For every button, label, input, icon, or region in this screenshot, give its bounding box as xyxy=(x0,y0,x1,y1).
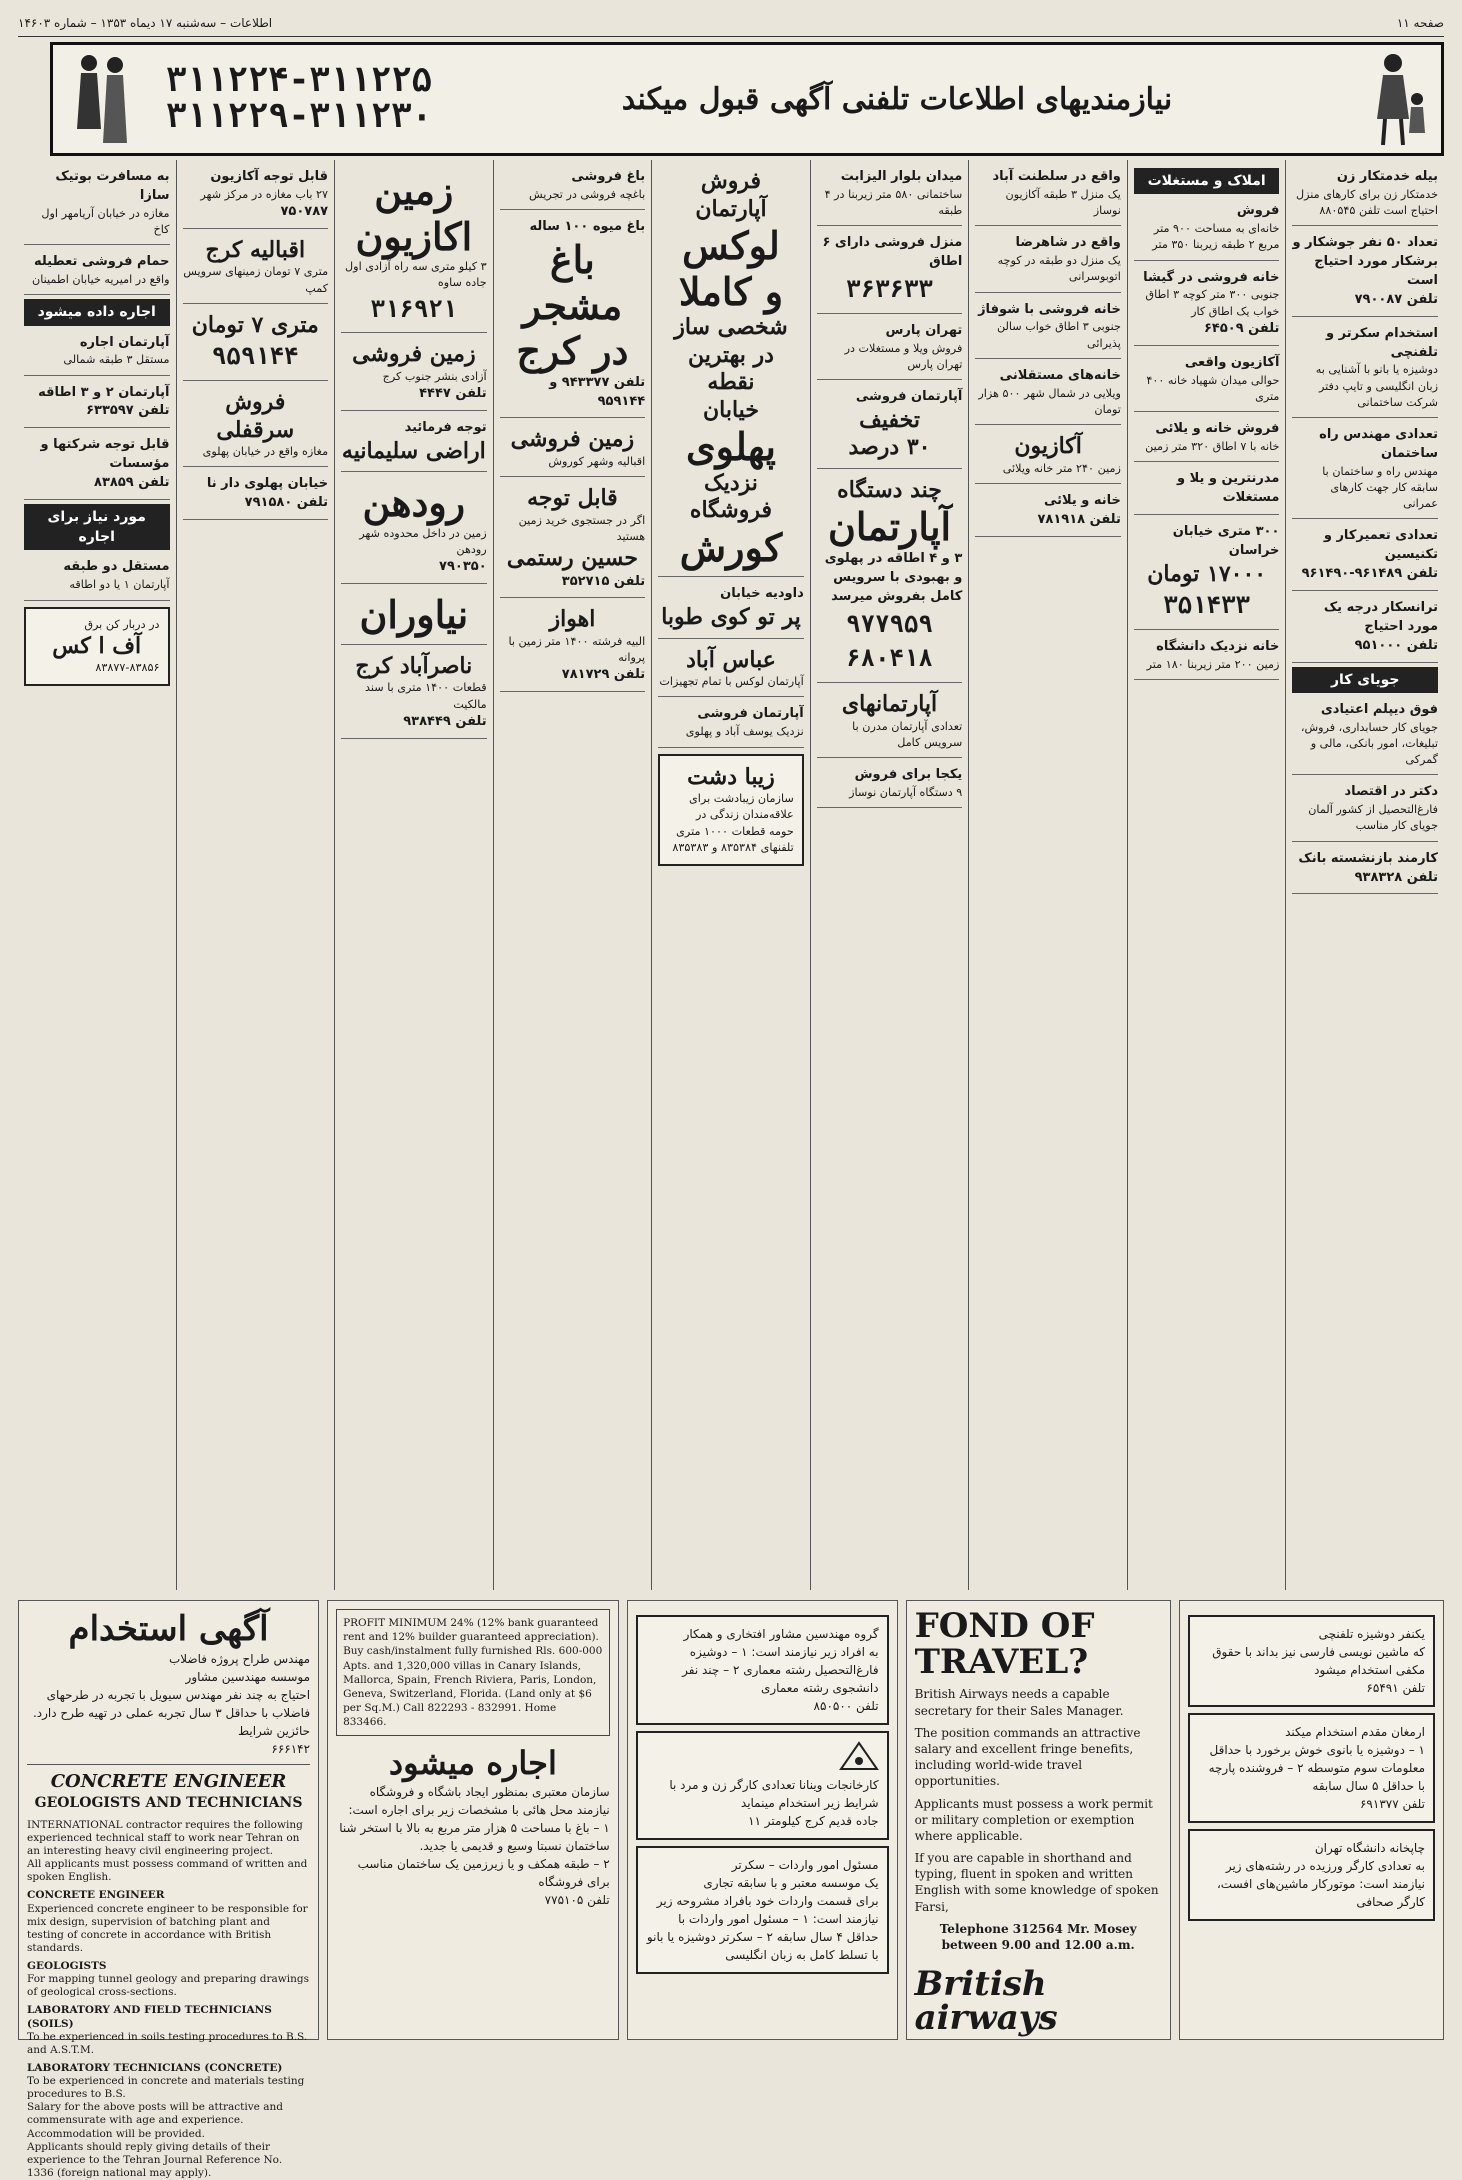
ad-text: احتیاج به چند نفر مهندس سیویل با تجربه در طرحهای فاضلاب با حداقل ۳ سال تجربه عملی در تهیه طرح دارد. xyxy=(32,1687,311,1720)
ad xyxy=(500,602,646,692)
ad-section: CONCRETE ENGINEER xyxy=(27,1889,165,1902)
ad-title: رودهن xyxy=(362,480,466,526)
boxed-ad xyxy=(24,607,170,687)
couple-illustration-icon xyxy=(61,49,141,149)
ad-text: فارغ‌التحصیل از کشور آلمان جویای کار مناسب xyxy=(1308,803,1438,833)
ad-text: ۱ – دوشیزه یا بانوی خوش برخورد با حداقل معلومات سوم متوسطه ۲ – فروشنده پارچه با حداقل ۵ سال سابقه xyxy=(1208,1743,1425,1793)
ad-title: بیله خدمتکار زن xyxy=(1336,169,1438,184)
ad-price: ۱۷۰۰۰ تومان xyxy=(1147,560,1267,587)
ad xyxy=(1292,697,1438,776)
ad xyxy=(658,581,804,638)
ad-phone: تلفن ۶۵۴۹۱ xyxy=(1366,1681,1425,1695)
ad xyxy=(341,415,487,472)
ad xyxy=(500,422,646,477)
ad xyxy=(817,384,963,469)
ad xyxy=(341,588,487,645)
ad-title: قابل توجه آکازیون xyxy=(210,169,329,184)
ad-text: حوالی میدان شهیاد خانه ۴۰۰ متری xyxy=(1146,373,1280,403)
section-header: جویای کار xyxy=(1292,667,1438,693)
column-4 xyxy=(810,160,969,1590)
ad-line: در بهترین xyxy=(687,341,774,368)
ad-phone: ۷۹۰۳۵۰ xyxy=(439,559,487,575)
ad-title: دکتر در اقتصاد xyxy=(1344,784,1438,800)
university-press-ad xyxy=(1188,1829,1435,1921)
ad-title: فوق دیپلم اعتیادی xyxy=(1320,701,1438,717)
ad-phone: ۷۵۰۷۸۷ xyxy=(280,204,329,220)
ad-text: ساختمانی ۵۸۰ متر زیربنا در ۴ طبقه xyxy=(824,187,963,218)
ad-title: تعدادی تعمیرکار و تکنیسین xyxy=(1323,528,1438,563)
ad xyxy=(1134,265,1280,346)
ad-section: LABORATORY AND FIELD TECHNICIANS (SOILS) xyxy=(27,2004,272,2030)
ad-text: قطعات ۱۴۰۰ متری با سند مالکیت xyxy=(365,681,487,711)
ad-text: باغچه فروشی در تجریش xyxy=(529,187,646,201)
newspaper-page xyxy=(18,10,1444,2179)
column-9 xyxy=(18,160,176,1590)
ad-text: خانه‌ای به مساحت ۹۰۰ متر مربع ۲ طبقه زیربنا ۳۵۰ متر xyxy=(1152,222,1280,252)
banner-title: نیازمندیهای اطلاعات تلفنی آگهی قبول میکند xyxy=(621,81,1173,117)
ad xyxy=(341,649,487,739)
ad-section: LABORATORY TECHNICIANS (CONCRETE) xyxy=(27,2061,283,2074)
ad-phone: ۹۵۹۱۴۴ xyxy=(211,342,299,371)
import-export-ad xyxy=(636,1846,889,1974)
profit-minimum-ad: PROFIT MINIMUM 24% (12% bank guaranteed rent and 12% builder guaranteed appreciation). Buy cash/instalment fully furnished Rls. 600-000 Apts. and 1,320,000 villas in Canary Islands, Mallorca, Spain, French Riviera, Paris, London, Geneva, Switzerland, Florida. (Land only at $6 per Sq.M.) Call 822293 - 832991. Home 833466. xyxy=(336,1609,610,1736)
ad-contact: Telephone 312564 Mr. Mosey between 9.00 and 12.00 a.m. xyxy=(939,1921,1137,1952)
ad-title: قابل توجه xyxy=(527,485,618,512)
ad xyxy=(1134,519,1280,630)
ad-text: واقع در امیریه خیابان اطمینان xyxy=(32,273,170,286)
ad-text: زمین ۲۴۰ متر خانه ویلائی xyxy=(1002,461,1121,475)
ad-phone: ۳۱۶۹۲۱ xyxy=(370,294,458,323)
banner-phones xyxy=(149,60,449,136)
factory-logo-icon xyxy=(839,1741,879,1771)
ad-title: آپارتمان فروشی xyxy=(697,706,804,722)
ad-phone: تلفن ۹۳۸۴۴۹ xyxy=(403,713,487,729)
ad-phone: تلفن ۷۹۱۵۸۰ xyxy=(244,495,329,511)
section-header: مورد نیاز برای اجاره xyxy=(24,504,170,551)
ad-headline: زمین اکازیون xyxy=(355,168,473,259)
ad-phone: تلفن ۹۵۱۰۰۰ xyxy=(1354,637,1438,653)
ad-title: عباس آباد xyxy=(686,646,776,673)
ad-text: Experienced concrete engineer to be responsible for mix design, supervision of batching plant and testing of concrete in accordance with British standards. xyxy=(27,1902,308,1954)
ad-title: واقع در شاهرضا xyxy=(1015,235,1121,251)
banner-phones-1: ۳۱۱۲۲۴-۳۱۱۲۲۵ xyxy=(165,60,433,101)
ad-title: آکازیون واقعی xyxy=(1184,354,1280,370)
ad-subtitle: GEOLOGISTS AND TECHNICIANS xyxy=(34,1795,303,1812)
ad xyxy=(817,164,963,226)
ad-headline: آپارتمان xyxy=(827,504,952,550)
factory-ad xyxy=(636,1731,889,1840)
ad-text: کارخانجات وینانا تعدادی کارگر زن و مرد با شرایط زیر استخدام مینماید xyxy=(669,1778,879,1810)
ad-text: مغازه در خیابان آریامهر اول کاخ xyxy=(41,206,170,236)
ad-org: موسسه مهندسین مشاور xyxy=(185,1669,311,1684)
ad-title: مستقل دو طبقه xyxy=(63,559,170,575)
ad-title: مسئول امور واردات – سکرتر xyxy=(731,1858,879,1872)
ad-title: به مسافرت بوتیک سازا xyxy=(55,169,170,203)
family-illustration-icon xyxy=(1353,49,1433,149)
ad-title: داودیه خیابان xyxy=(720,586,804,602)
ad-phone: تلفن ۸۳۸۵۹ xyxy=(94,474,170,490)
ad xyxy=(183,164,329,229)
ad-text: تعدادی آپارتمان مدرن با سرویس کامل xyxy=(852,719,963,749)
ad xyxy=(658,701,804,747)
ad-line: خیابان xyxy=(703,396,759,423)
ad-text: To be experienced in soils testing procedures to B.S. and A.S.T.M. xyxy=(27,2030,308,2056)
ad-text: جویای کار حسابداری، فروش، تبلیغات، امور بانکی، مالی و گمرکی xyxy=(1300,720,1438,767)
ad-title: توجه فرمائید xyxy=(404,420,487,436)
right-lower-column xyxy=(1179,1600,1444,2040)
ad-phone: تلفن ۷۹۰۰۸۷ xyxy=(1354,291,1438,307)
ad-text: جنوبی ۳۰۰ متر کوچه ۳ اطاق خواب یک اطاق کار xyxy=(1145,288,1280,318)
employment-column xyxy=(18,1600,319,2179)
ad-text: زمین در داخل محدوده شهر رودهن xyxy=(359,526,487,557)
ad xyxy=(658,643,804,698)
ad-title: آکازیون xyxy=(1014,433,1082,460)
ad-title: متری ۷ تومان xyxy=(191,311,319,338)
ad xyxy=(1292,846,1438,895)
ad-subtitle: تخفیف xyxy=(859,406,920,433)
rental-profit-column xyxy=(327,1600,619,2040)
ad xyxy=(1134,466,1280,515)
ad-title: اهواز xyxy=(549,606,596,633)
ad-text: که ماشین نویسی فارسی نیز بداند با حقوق مکفی استخدام میشود xyxy=(1212,1645,1425,1677)
ad-line: کورش xyxy=(679,524,783,570)
ad-title: فروش خانه و یلائی xyxy=(1155,421,1280,437)
ad-title: خانه و یلائی xyxy=(1043,492,1121,508)
ad xyxy=(1134,198,1280,260)
ad xyxy=(817,687,963,758)
column-7 xyxy=(334,160,493,1590)
ad-title: ترانسکار درجه یک مورد احتیاج xyxy=(1323,600,1438,634)
ad-title: خانه فروشی در گیشا xyxy=(1143,269,1280,285)
ad-text: Salary for the above posts will be attractive and commensurate with age and experience. Accommodation will be provided. xyxy=(27,2101,283,2140)
ad-text: آپارتمان ۱ یا دو اطاقه xyxy=(69,578,170,592)
ad-line: شخصی ساز xyxy=(674,314,788,341)
zibadasht-ad xyxy=(658,754,804,866)
ad-headline: اجاره میشود xyxy=(388,1744,557,1783)
ad xyxy=(1292,779,1438,841)
girl-operator-ad xyxy=(1188,1615,1435,1707)
british-airways-logo xyxy=(914,1964,1162,2039)
ad xyxy=(183,385,329,467)
ad xyxy=(500,164,646,210)
ad-text: فروش ویلا و مستغلات در تهران پارس xyxy=(844,341,963,371)
ad-title: تعدادی مهندس راه ساختمان xyxy=(1319,427,1438,461)
ad-text: مستقل ۳ طبقه شمالی xyxy=(63,353,170,367)
ad-title: یکنفر دوشیزه تلفنچی xyxy=(1318,1627,1425,1641)
ad-address: جاده قدیم کرج کیلومتر ۱۱ xyxy=(748,1814,879,1828)
ad-headline: نیاوران xyxy=(359,592,469,638)
ad-title: فروش سرقفلی xyxy=(216,389,295,443)
ad-discount: ۳۰ درصد xyxy=(848,434,931,461)
ad-subtitle: مهندس طراح پروژه فاضلاب xyxy=(168,1651,311,1666)
ad-line: فروشگاه xyxy=(689,497,773,524)
ad xyxy=(975,297,1121,359)
ad-text: Applicants should reply giving details of their experience to the Tehran Journal Reference No. 1336 (foreign national may apply). xyxy=(27,2140,283,2179)
ad-phone: ۳۵۱۴۳۳ xyxy=(1163,591,1250,620)
ad-title: یکجا برای فروش xyxy=(854,767,963,783)
ad-luxury-apartment xyxy=(658,164,804,577)
ad-title: در دربار کن برق xyxy=(84,617,160,631)
ad-text: جنوبی ۳ اطاق خواب سالن پذیرائی xyxy=(996,320,1121,350)
page-number: صفحه ۱۱ xyxy=(1396,16,1444,30)
ad-text: آف ا کس xyxy=(52,632,142,659)
ad-title: ۳۰۰ متری خیابان خراسان xyxy=(1172,523,1280,558)
folio xyxy=(18,10,1444,37)
ad-title: کارمند بازنشسته بانک xyxy=(1298,850,1438,866)
ad-paragraph: The position commands an attractive salary and excellent fringe benefits, including world-wide travel opportunities. xyxy=(914,1725,1141,1789)
logo-line: airways xyxy=(914,1998,1058,2039)
ad-title: مدرنترین و یلا و مستغلات xyxy=(1177,471,1280,505)
column-6 xyxy=(493,160,652,1590)
ad xyxy=(341,476,487,584)
dateline: اطلاعات – سه‌شنبه ۱۷ دیماه ۱۳۵۳ – شماره ۱۴۶۰۳ xyxy=(18,16,273,30)
ad-title: زیبا دشت xyxy=(687,763,775,790)
ad-text: To be experienced in concrete and materials testing procedures to B.S. xyxy=(27,2075,305,2101)
classified-columns xyxy=(18,160,1444,1590)
ad-text: سازمان زیبادشت برای علاقه‌مندان زندگی در حومه قطعات ۱۰۰۰ متری xyxy=(676,792,794,838)
ad-title: آپارتمان ۲ و ۳ اطاقه xyxy=(38,384,170,400)
concrete-engineer-ad xyxy=(27,1771,310,2180)
ad-text: ۹ دستگاه آپارتمان نوساز xyxy=(849,785,963,799)
ad xyxy=(24,164,170,245)
ad-title: گروه مهندسین مشاور افتخاری و همکار xyxy=(683,1627,879,1641)
classifieds-banner xyxy=(50,42,1444,156)
rental-ad xyxy=(336,1744,610,1908)
ad-line: پهلوی xyxy=(685,424,776,470)
ad-title: اقبالیه کرج xyxy=(205,236,306,263)
ad-text: ۲۷ باب مغازه در مرکز شهر xyxy=(200,187,329,201)
ad-text: اگر در جستجوی خرید زمین هستید xyxy=(518,513,646,543)
ad xyxy=(500,481,646,598)
british-airways-column xyxy=(906,1600,1171,2040)
ad-text: یک منزل ۳ طبقه آکازیون نوساز xyxy=(1005,187,1121,218)
ad-text: ویلایی در شمال شهر ۵۰۰ هزار تومان xyxy=(978,386,1121,417)
ad-title: خیابان پهلوی دار نا xyxy=(206,476,329,492)
ad xyxy=(1134,634,1280,680)
ad-text: یک منزل دو طبقه در کوچه اتوبوسرانی xyxy=(997,254,1121,284)
ad xyxy=(817,762,963,808)
ad-headline: آگهی استخدام xyxy=(68,1609,269,1649)
ad xyxy=(24,249,170,295)
ad xyxy=(24,432,170,500)
ad-item: ۱ – باغ با مساحت ۵ هزار متر مربع به بالا با استخر شنا ساختمان نسبتا وسیع و قدیمی یا جدید. xyxy=(339,1820,610,1853)
ad-text: به افراد زیر نیازمند است: ۱ – دوشیزه فارغ‌التحصیل رشته معماری ۲ – چند نفر دانشجوی رشته معماری xyxy=(682,1645,879,1695)
ad-line: آپارتمان xyxy=(695,195,767,222)
consult-ad xyxy=(636,1615,889,1725)
ad-text: نزدیک یوسف آباد و پهلوی xyxy=(685,725,804,739)
ad-text: البیه فرشته ۱۴۰۰ متر زمین با پروانه xyxy=(508,634,646,665)
ad-phone: ۹۷۷۹۵۹ xyxy=(846,609,933,638)
ad-foot: حائزین شرایط xyxy=(237,1723,311,1738)
ad xyxy=(975,429,1121,484)
ad-phone: تلفنهای ۸۳۵۳۸۴ و ۸۳۵۳۸۳ xyxy=(672,840,794,854)
column-2 xyxy=(1127,160,1286,1590)
ad-phone: تلفن ۶۴۵۰۹ xyxy=(1203,320,1280,336)
ad-text: ۳ و ۴ اطاقه در پهلوی و بهبودی با سرویس کامل بفروش میرسد xyxy=(824,551,963,604)
ad-phone: تلفن ۷۸۱۷۲۹ xyxy=(561,667,646,683)
banner-phones-2: ۳۱۱۲۲۹-۳۱۱۲۳۰ xyxy=(165,96,433,136)
ad-title: زمین فروشی xyxy=(352,341,476,368)
ad-text: اراضی سلیمانیه xyxy=(341,437,486,464)
ad-title: ارمغان مقدم استخدام میکند xyxy=(1285,1725,1425,1739)
ad-title: فروش xyxy=(1236,203,1280,219)
ad-text: اقبالیه وشهر کوروش xyxy=(548,454,646,468)
ad-phone: ۶۶۶۱۴۲ xyxy=(271,1741,311,1756)
ad xyxy=(1292,164,1438,226)
ad-title: آپارتمان فروشی xyxy=(855,389,963,405)
ad-title: حمام فروشی تعطیله xyxy=(33,254,170,270)
lower-section xyxy=(18,1600,1444,2179)
ad-title: خانه‌های مستقلانی xyxy=(999,367,1121,383)
ad-phone: تلفن ۹۴۳۳۷۷ و ۹۵۹۱۴۴ xyxy=(549,374,646,409)
ad-phone: ۶۸۰۴۱۸ xyxy=(846,644,933,673)
ad xyxy=(817,318,963,380)
section-header: اجاره داده میشود xyxy=(24,299,170,325)
ad-phone: تلفن ۷۷۵۱۰۵ xyxy=(544,1892,610,1907)
ad xyxy=(341,337,487,411)
section-header: املاک و مستغلات xyxy=(1134,168,1280,194)
ad xyxy=(1292,523,1438,591)
ad-title: استخدام سکرتر و تلفنچی xyxy=(1326,325,1438,360)
ad-text: متری ۷ تومان زمینهای سرویس کمپ xyxy=(183,265,329,295)
ad-phone: ۸۳۸۷۷-۸۳۸۵۶ xyxy=(95,661,160,675)
ad-paragraph: Applicants must possess a work permit or military completion or exemption where applicable. xyxy=(914,1796,1153,1843)
ad-intro: INTERNATIONAL contractor requires the following experienced technical staff to work near Tehran on an interesting heavy civil engineering project. xyxy=(27,1818,303,1858)
ad-contact-name: حسین رستمی xyxy=(506,545,638,572)
ad-title: آپارتمانهای xyxy=(841,691,938,718)
ad-line: نقطه xyxy=(707,369,755,396)
ad xyxy=(975,488,1121,537)
ad xyxy=(975,230,1121,292)
ad-subtitle: سازمان معتبری بمنظور ایجاد باشگاه و فروشگاه نیازمند محل هائی با مشخصات زیر برای اجاره است: xyxy=(348,1784,610,1817)
ad-text: زمین ۲۰۰ متر زیربنا ۱۸۰ متر xyxy=(1146,657,1280,671)
column-3 xyxy=(968,160,1127,1590)
ad-note: All applicants must possess command of written and spoken English. xyxy=(27,1858,308,1884)
ad xyxy=(341,164,487,333)
ad xyxy=(817,230,963,313)
ad-text: آزادی بنشر جنوب کرج xyxy=(382,369,487,383)
ad-paragraph: If you are capable in shorthand and typing, fluent in spoken and written English with some knowledge of spoken Farsi, xyxy=(914,1851,1159,1914)
ad-headline: باغ مشجر در کرج xyxy=(516,236,629,374)
ad xyxy=(1292,422,1438,519)
column-1 xyxy=(1285,160,1444,1590)
ad-headline: TRAVEL? xyxy=(914,1641,1089,1682)
ad xyxy=(1292,595,1438,663)
british-airways-ad xyxy=(914,1606,1162,2039)
ad-phone: تلفن ۶۳۳۵۹۷ xyxy=(86,403,170,419)
ad-phone: تلفن ۹۳۸۳۲۸ xyxy=(1354,869,1438,885)
ad xyxy=(817,473,963,683)
ad-text: مهندس راه و ساختمان با سابقه کار جهت کارهای عمرانی xyxy=(1322,464,1438,511)
ad-phone: تلفن ۴۴۴۷ xyxy=(419,386,487,402)
ad-text: خدمتکار زن برای کارهای منزل احتیاج است تلفن ۸۸۰۵۴۵ xyxy=(1295,187,1438,218)
ad xyxy=(24,380,170,429)
ad-title: باغ فروشی xyxy=(571,169,646,184)
ad-line: فروش xyxy=(700,168,762,194)
ad-phone: تلفن ۶۹۱۳۷۷ xyxy=(1359,1797,1425,1811)
ad xyxy=(500,214,646,418)
ad-title: باغ میوه ۱۰۰ ساله xyxy=(529,219,646,235)
ad-text: For mapping tunnel geology and preparing drawings of geological cross-sections. xyxy=(27,1973,310,1999)
ad-text: پر تو کوی طوبا xyxy=(661,604,801,631)
ad-subtitle: یک موسسه معتبر و با سابقه تجاری xyxy=(703,1876,879,1890)
ad-item: ۲ – طبقه همکف و یا زیرزمین یک ساختمان مناسب برای فروشگاه xyxy=(357,1856,610,1889)
ad-text: مغازه واقع در خیابان پهلوی xyxy=(202,445,329,459)
ad-title: زمین فروشی xyxy=(510,426,635,453)
ad xyxy=(1134,416,1280,462)
ad-headline: CONCRETE ENGINEER xyxy=(50,1770,287,1792)
ad-text: برای قسمت واردات خود بافراد مشروحه زیر نیازمند است: ۱ – مسئول امور واردات با حداقل ۴ سال سابقه ۲ – سکرتر دوشیزه یا بانو با تسلط کامل به زبان انگلیسی xyxy=(646,1894,879,1962)
ad-title: ناصرآباد کرج xyxy=(355,652,473,679)
ad-title: تهران پارس xyxy=(885,322,963,338)
armaghan-ad xyxy=(1188,1713,1435,1823)
ad-phone: تلفن ۷۸۱۹۱۸ xyxy=(1037,511,1121,527)
ad xyxy=(975,164,1121,226)
ad-title: آپارتمان اجاره xyxy=(79,334,170,350)
ad-phone: تلفن ۸۵۰۵۰۰ xyxy=(813,1699,879,1713)
ad-line: و کاملا xyxy=(678,268,784,314)
ad-title: خانه نزدیک دانشگاه xyxy=(1156,638,1280,654)
ad-title: تعداد ۵۰ نفر جوشکار و برشکار مورد احتیاج است xyxy=(1292,235,1438,288)
ad-title: قابل توجه شرکتها و مؤسسات xyxy=(40,437,170,472)
ad-phone: ۳۶۳۶۳۳ xyxy=(846,275,933,303)
logo-line: British xyxy=(914,1964,1047,2005)
ad-title: چاپخانه دانشگاه تهران xyxy=(1314,1841,1425,1855)
ad-line: نزدیک xyxy=(704,469,758,496)
ad xyxy=(1292,230,1438,316)
ad-paragraph: British Airways needs a capable secretary for their Sales Manager. xyxy=(914,1687,1124,1718)
ad-text: آپارتمان لوکس با تمام تجهیزات xyxy=(659,675,804,689)
ad xyxy=(24,554,170,600)
ad-title: واقع در سلطنت آباد xyxy=(992,169,1121,184)
ad-text: دوشیزه یا بانو با آشنایی به زبان انگلیسی و تایپ دفتر شرکت ساختمانی xyxy=(1315,363,1438,409)
ad xyxy=(183,233,329,304)
column-8 xyxy=(176,160,335,1590)
ad-title: منزل فروشی دارای ۶ اطاق xyxy=(822,235,963,270)
ad xyxy=(183,471,329,520)
ad-headline: FOND OF xyxy=(914,1606,1095,1646)
ad xyxy=(1292,321,1438,418)
ad-title: چند دستگاه xyxy=(837,476,942,503)
ad xyxy=(183,308,329,381)
employment-ad xyxy=(27,1609,310,1765)
ad xyxy=(1134,350,1280,412)
ad xyxy=(975,363,1121,425)
ad-text: خانه با ۷ اطاق ۳۲۰ متر زمین xyxy=(1145,439,1280,453)
ad-line: لوکس xyxy=(682,223,780,268)
ad xyxy=(24,330,170,376)
consult-import-column xyxy=(627,1600,898,2040)
column-5 xyxy=(651,160,810,1590)
ad-section: GEOLOGISTS xyxy=(27,1960,107,1973)
ad-text: به تعدادی کارگر ورزیده در رشته‌های زیر نیازمند است: موتورکار ماشین‌های افست، کارگر صحافی xyxy=(1216,1859,1425,1909)
ad-title: خانه فروشی با شوفاژ xyxy=(978,301,1121,317)
ad-phone: تلفن ۳۵۲۷۱۵ xyxy=(561,573,646,589)
ad-title: میدان بلوار الیزابت xyxy=(840,169,963,184)
ad-phone: تلفن ۹۶۱۴۸۹-۹۶۱۴۹۰ xyxy=(1301,566,1438,582)
ad-text: ۳ کیلو متری سه راه آزادی اول جاده ساوه xyxy=(345,260,487,290)
